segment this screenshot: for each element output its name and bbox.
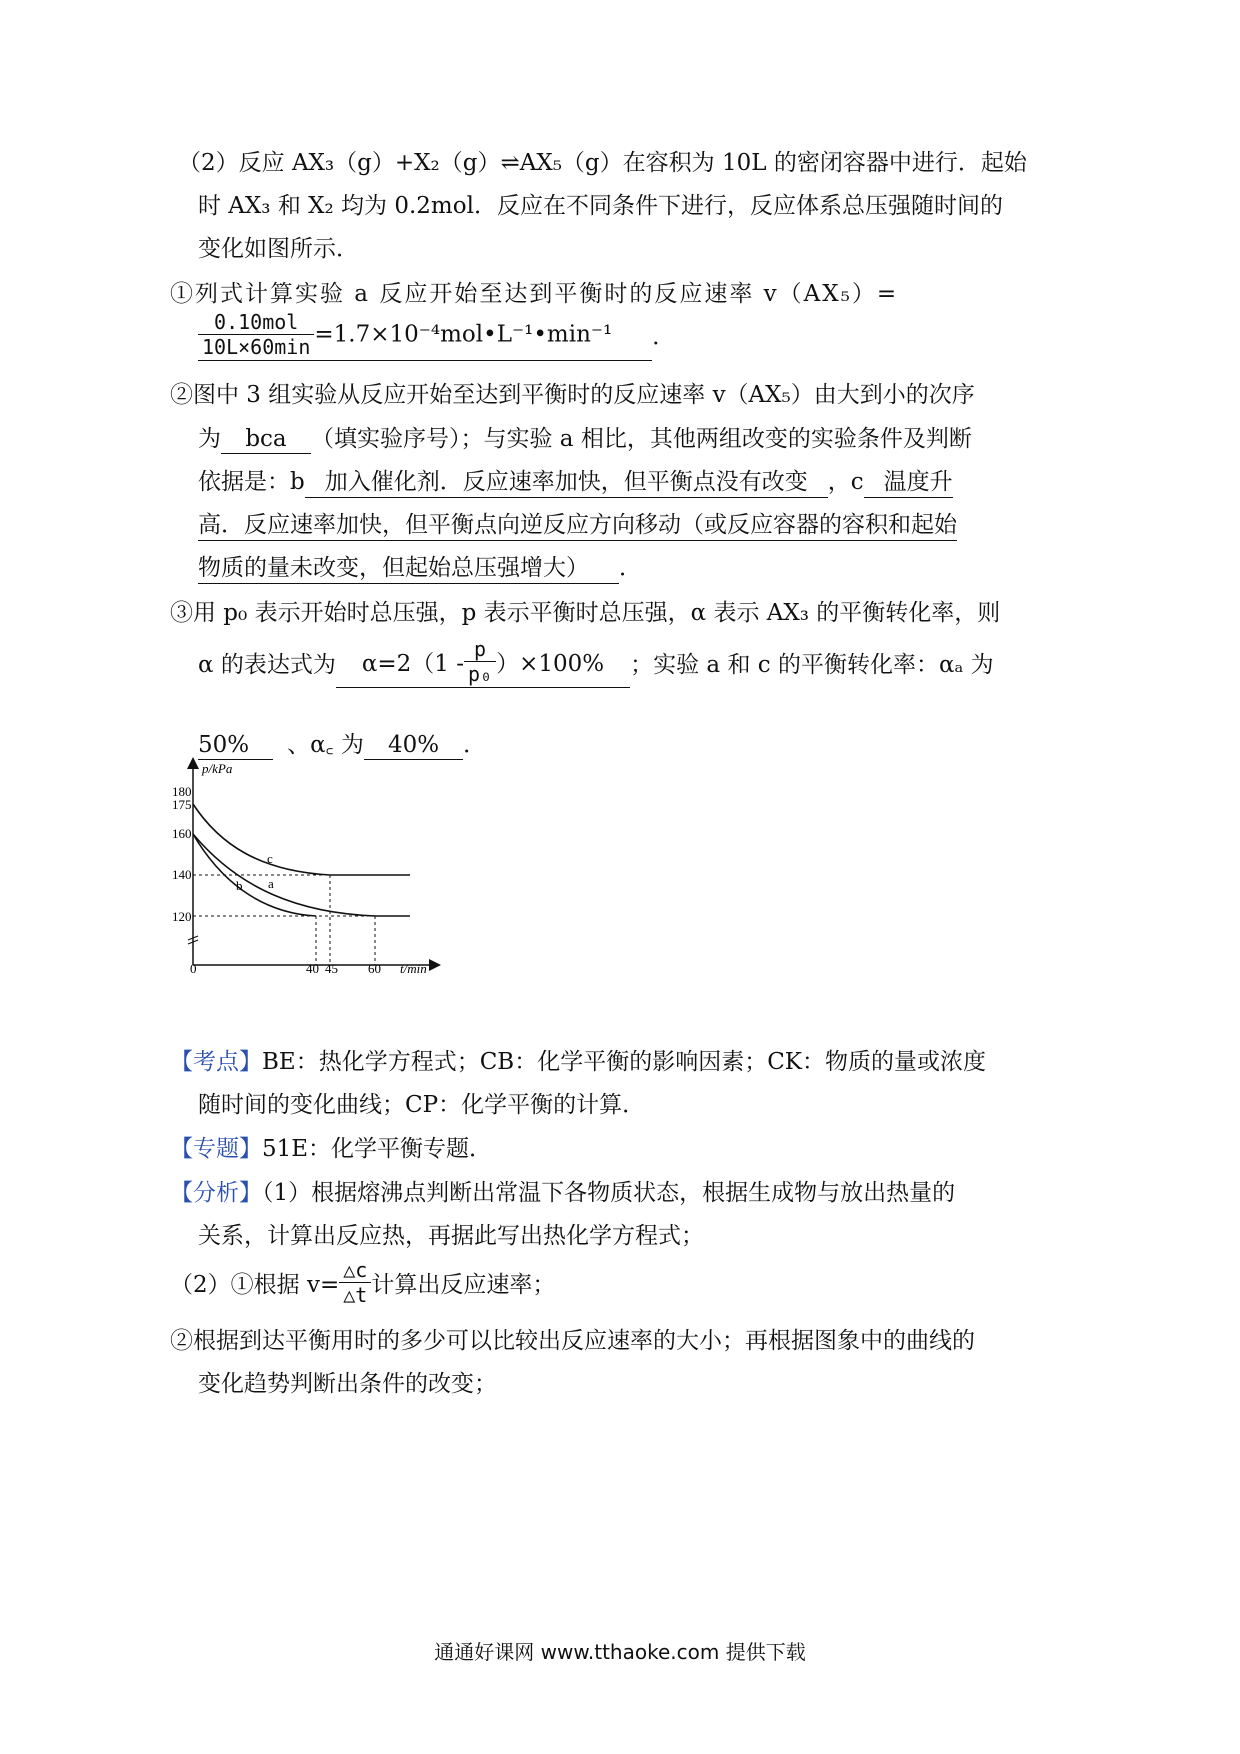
q2-line-1: （2）反应 AX₃（g）+X₂（g）⇌AX₅（g）在容积为 10L 的密闭容器中进行．起始 — [178, 150, 1027, 176]
fenxi-line-2: 关系，计算出反应热，再据此写出热化学方程式； — [198, 1223, 704, 1249]
s3-alpha-a: 50% — [198, 732, 250, 758]
s3-expr-b: ）×100% — [496, 651, 605, 677]
fenxi-line-4: ②根据到达平衡用时的多少可以比较出反应速率的大小；再根据图象中的曲线的 — [170, 1328, 975, 1354]
s2-line-4 — [198, 506, 957, 541]
series-c-label: c — [267, 851, 273, 866]
s3-post2: ；实验 a 和 c 的平衡转化率：αₐ 为 — [630, 652, 994, 678]
s2-line-2 — [198, 420, 972, 454]
s2-line-1: ②图中 3 组实验从反应开始至达到平衡时的反应速率 v（AX₅）由大到小的次序 — [170, 382, 975, 408]
y-tick-120: 120 — [172, 909, 192, 924]
zhuanti-tag: 【专题】 — [170, 1136, 262, 1162]
kaodian-text-1: BE：热化学方程式；CB：化学平衡的影响因素；CK：物质的量或浓度 — [262, 1049, 986, 1075]
y-tick-140: 140 — [172, 867, 192, 882]
s3-alpha-c: 40% — [387, 732, 440, 758]
zhuanti-line — [170, 1130, 492, 1163]
s2-line-3 — [198, 463, 953, 498]
s3-pre2: α 的表达式为 — [198, 652, 336, 678]
fenxi-line-1 — [170, 1174, 955, 1207]
y-tick-180: 180 — [172, 784, 192, 799]
s1-end: ． — [652, 324, 676, 350]
s2-c-answer-1 — [864, 463, 953, 498]
chart-ylabel: p/kPa — [202, 761, 233, 776]
y-tick-160: 160 — [172, 826, 192, 841]
fenxi-line-5: 变化趋势判断出条件的改变； — [198, 1371, 497, 1397]
s2-b-answer — [305, 463, 828, 498]
x-tick-0: 0 — [190, 961, 197, 976]
fenxi-3-den: △t — [343, 1283, 368, 1307]
s3-expr-fraction — [464, 637, 496, 686]
s3-expr-num: p — [464, 637, 496, 662]
fenxi-line-3 — [170, 1258, 555, 1307]
chart-xlabel: t/min — [400, 961, 427, 976]
s2-pre: 为 — [198, 426, 221, 452]
x-tick-45: 45 — [325, 961, 338, 976]
s3-mid3: 、α꜀ 为 — [287, 732, 364, 758]
s2-order-value: bca — [245, 426, 287, 452]
q2-line-2: 时 AX₃ 和 X₂ 均为 0.2mol．反应在不同条件下进行，反应体系总压强随时间的 — [198, 193, 1003, 219]
s3-line-1: ③用 p₀ 表示开始时总压强，p 表示平衡时总压强，α 表示 AX₃ 的平衡转化率，则 — [170, 600, 1001, 626]
s3-line-2 — [198, 637, 994, 688]
s2-c-answer-2: 高．反应速率加快，但平衡点向逆反应方向移动（或反应容器的容积和起始 — [198, 506, 957, 541]
pressure-time-chart — [150, 755, 450, 985]
s2-c-answer-1-text: 温度升 — [883, 469, 953, 495]
s2-order-answer — [221, 426, 311, 454]
s1-answer-underline — [198, 310, 652, 361]
s1-line-1: ①列式计算实验 a 反应开始至达到平衡时的反应速率 v（AX₅）= — [170, 281, 899, 307]
fenxi-text-1: （1）根据熔沸点判断出常温下各物质状态，根据生成物与放出热量的 — [262, 1180, 956, 1206]
s3-end: ． — [463, 732, 487, 758]
fenxi-3-pre: （2）①根据 v= — [170, 1272, 340, 1298]
page-footer: 通通好课网 www.tthaoke.com 提供下载 — [434, 1640, 806, 1664]
s1-fraction-numerator: 0.10mol — [198, 310, 314, 335]
x-tick-60: 60 — [368, 961, 381, 976]
s2-c-answer-3 — [198, 549, 619, 584]
series-b-label: b — [236, 878, 243, 893]
y-tick-175: 175 — [172, 797, 192, 812]
s2-b-answer-text: 加入催化剂．反应速率加快，但平衡点没有改变 — [324, 469, 808, 495]
s3-expr-a: α=2（1 - — [361, 651, 464, 677]
s2-line-5 — [198, 549, 642, 584]
s1-fraction-denominator: 10L×60min — [202, 335, 311, 359]
kaodian-line-2: 随时间的变化曲线；CP：化学平衡的计算． — [198, 1092, 646, 1118]
s2-c-answer-3-text: 物质的量未改变，但起始总压强增大） — [198, 555, 589, 581]
s1-fraction — [198, 310, 314, 359]
kaodian-tag: 【考点】 — [170, 1049, 262, 1075]
x-tick-40: 40 — [306, 961, 319, 976]
fenxi-3-post: 计算出反应速率； — [371, 1272, 556, 1298]
s3-expr-den: p₀ — [468, 662, 493, 686]
s3-expression — [336, 637, 630, 688]
s1-rate-value: =1.7×10⁻⁴mol•L⁻¹•min⁻¹ — [314, 321, 613, 348]
s1-answer-line — [198, 310, 675, 361]
fenxi-3-fraction — [339, 1258, 371, 1307]
kaodian-line-1 — [170, 1043, 986, 1076]
zhuanti-text: 51E：化学平衡专题． — [262, 1136, 493, 1162]
q2-line-3: 变化如图所示． — [198, 236, 359, 262]
s2-mid3: ，c — [827, 469, 864, 495]
s2-end: ． — [619, 555, 642, 581]
s2-post: （填实验序号）；与实验 a 相比，其他两组改变的实验条件及判断 — [311, 426, 972, 452]
series-a-label: a — [268, 876, 274, 891]
s2-pre3: 依据是：b — [198, 469, 305, 495]
fenxi-3-num: △c — [339, 1258, 371, 1283]
fenxi-tag: 【分析】 — [170, 1180, 262, 1206]
series-c-curve — [193, 804, 410, 875]
